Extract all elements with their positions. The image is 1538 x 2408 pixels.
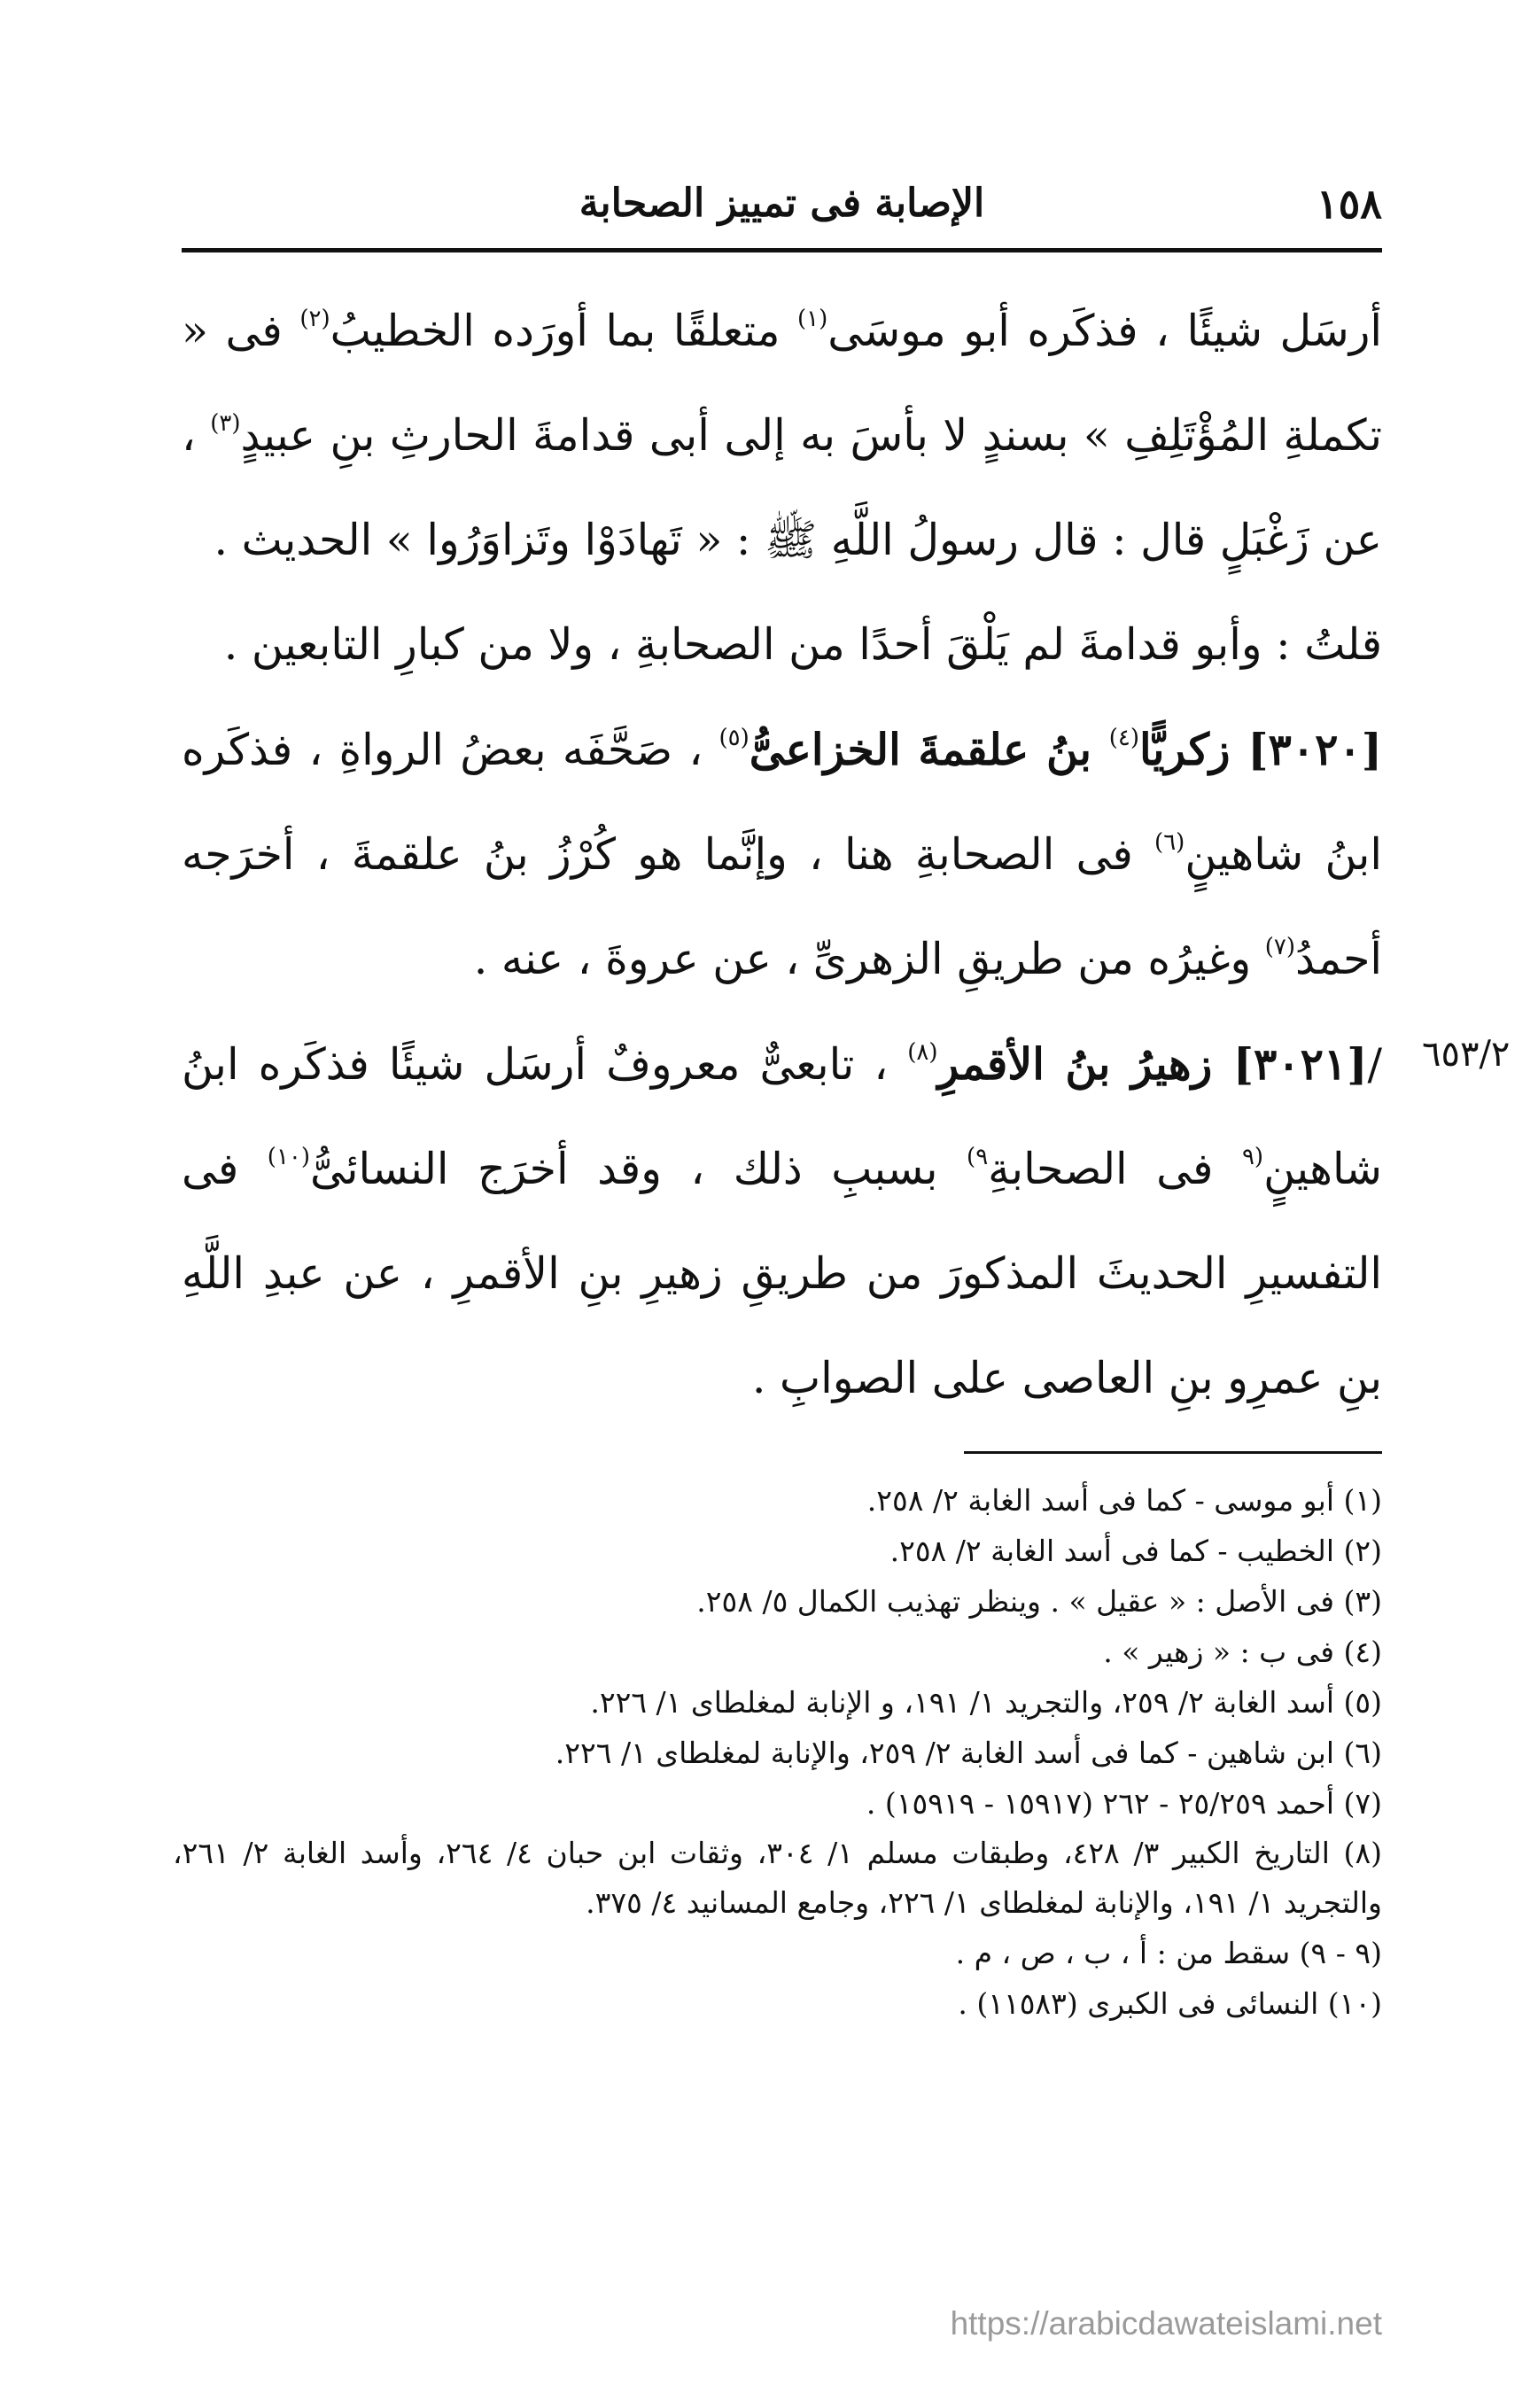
footnote-item: (٧) أحمد ٢٥/٢٥٩ - ٢٦٢ (١٥٩١٧ - ١٥٩١٩) . <box>866 1786 1382 1821</box>
paragraph-1 <box>182 279 1382 593</box>
footnote-item: (١) أبو موسى - كما فى أسد الغابة ٢/ ٢٥٨. <box>866 1483 1382 1518</box>
footnote-marker[interactable]: (٦) <box>1154 829 1185 856</box>
footnote-item: (٥) أسد الغابة ٢/ ٢٥٩، والتجريد ١/ ١٩١، و الإنابة لمغلطاى ١/ ٢٢٦. <box>590 1685 1382 1720</box>
entry-heading: بنُ علقمةَ الخزاعىُّ <box>749 724 1109 775</box>
footnote-marker[interactable]: ٩) <box>967 1144 989 1170</box>
entry-heading: [٣٠٢٠] زكريًّا <box>1138 724 1382 775</box>
main-text <box>182 279 1382 1431</box>
entry-3021 <box>182 1012 1382 1431</box>
footnotes <box>173 1475 1382 2029</box>
text-run: متعلقًا بما أورَده الخطيبُ <box>330 306 797 356</box>
footnote-marker[interactable]: (٧) <box>1264 934 1296 960</box>
footnote-item: (٤) فى ب : « زهير » . <box>1103 1635 1382 1669</box>
footnote-rule <box>964 1451 1382 1454</box>
entry-heading: [٣٠٢١] زهيرُ بنُ الأقمرِ <box>937 1038 1368 1090</box>
footnote-item: (٦) ابن شاهين - كما فى أسد الغابة ٢/ ٢٥٩، والإنابة لمغلطاى ١/ ٢٢٦. <box>555 1736 1382 1770</box>
page-header <box>182 173 1382 235</box>
text-run: ، عن زَغْبَلٍ قال : قال رسولُ اللَّهِ ﷺ : « تَهادَوْا وتَزاوَرُوا » الحديث . <box>182 410 1382 565</box>
footnote-marker[interactable]: (٩ <box>1241 1144 1264 1170</box>
footnote-marker[interactable]: (٥) <box>719 725 750 751</box>
text-run: بسببِ ذلك ، وقد أخرَج النسائىُّ <box>310 1144 967 1194</box>
text-run: أرسَل شيئًا ، فذكَره أبو موسَى <box>827 306 1382 356</box>
text-run: فى التفسيرِ الحديثَ المذكورَ من طريقِ زهيرِ بنِ الأقمرِ ، عن عبدِ اللَّهِ بنِ عمرِو بنِ العاصى على الصوابِ . <box>182 1144 1382 1403</box>
text-run: فى الصحابةِ <box>988 1144 1242 1194</box>
margin-reference: ٦٥٣/٢ <box>1422 1034 1511 1075</box>
footnote-marker[interactable]: (٨) <box>907 1039 938 1066</box>
footnote-item: (٩ - ٩) سقط من : أ ، ب ، ص ، م . <box>955 1936 1382 1970</box>
page-break-mark: / <box>1367 1039 1382 1090</box>
page-number: ١٥٨ <box>1316 180 1382 228</box>
text-run: فى « تكملةِ المُؤْتَلِفِ » بسندٍ لا بأسَ به إلى أبى قدامةَ الحارثِ بنِ عبيدٍ <box>182 306 1382 461</box>
running-title: الإصابة فى تمييز الصحابة <box>579 181 985 226</box>
paragraph-2: قلتُ : وأبو قدامةَ لم يَلْقَ أحدًا من الصحابةِ ، ولا من كبارِ التابعين . <box>223 619 1382 670</box>
text-run: ، تابعىٌّ معروفٌ أرسَل شيئًا فذكَره ابنُ شاهينٍ <box>182 1039 1382 1194</box>
entry-3020 <box>182 697 1382 1012</box>
footnote-item: (٣) فى الأصل : « عقيل » . وينظر تهذيب الكمال ٥/ ٢٥٨. <box>696 1584 1382 1619</box>
footnote-item: (٨) التاريخ الكبير ٣/ ٤٢٨، وطبقات مسلم ١/ ٣٠٤، وثقات ابن حبان ٤/ ٢٦٤، وأسد الغابة ٢/ ٢٦١، والتجريد ١/ ١٩١، والإنابة لمغلطاى ١/ ٢٢٦، وجامع المسانيد ٤/ ٣٧٥. <box>173 1836 1383 1920</box>
footnote-marker[interactable]: (١) <box>796 306 828 332</box>
text-run: فى الصحابةِ هنا ، وإنَّما هو كُرْزُ بنُ علقمةَ ، أخرَجه أحمدُ <box>182 829 1382 984</box>
text-run: ، صَحَّفَه بعضُ الرواةِ ، فذكَره ابنُ شاهينٍ <box>182 725 1382 880</box>
footnote-item: (١٠) النسائى فى الكبرى (١١٥٨٣) . <box>958 1986 1382 2021</box>
text-run: وغيرُه من طريقِ الزهرىِّ ، عن عروةَ ، عنه . <box>473 934 1265 984</box>
footnote-item: (٢) الخطيب - كما فى أسد الغابة ٢/ ٢٥٨. <box>889 1534 1382 1568</box>
watermark-url[interactable]: https://arabicdawateislami.net <box>950 2305 1382 2342</box>
footnote-marker[interactable]: (٣) <box>210 410 241 437</box>
header-rule <box>182 248 1382 252</box>
footnote-marker[interactable]: (٢) <box>299 306 330 332</box>
footnote-marker[interactable]: (١٠) <box>267 1144 311 1170</box>
footnote-marker[interactable]: (٤) <box>1108 725 1139 751</box>
